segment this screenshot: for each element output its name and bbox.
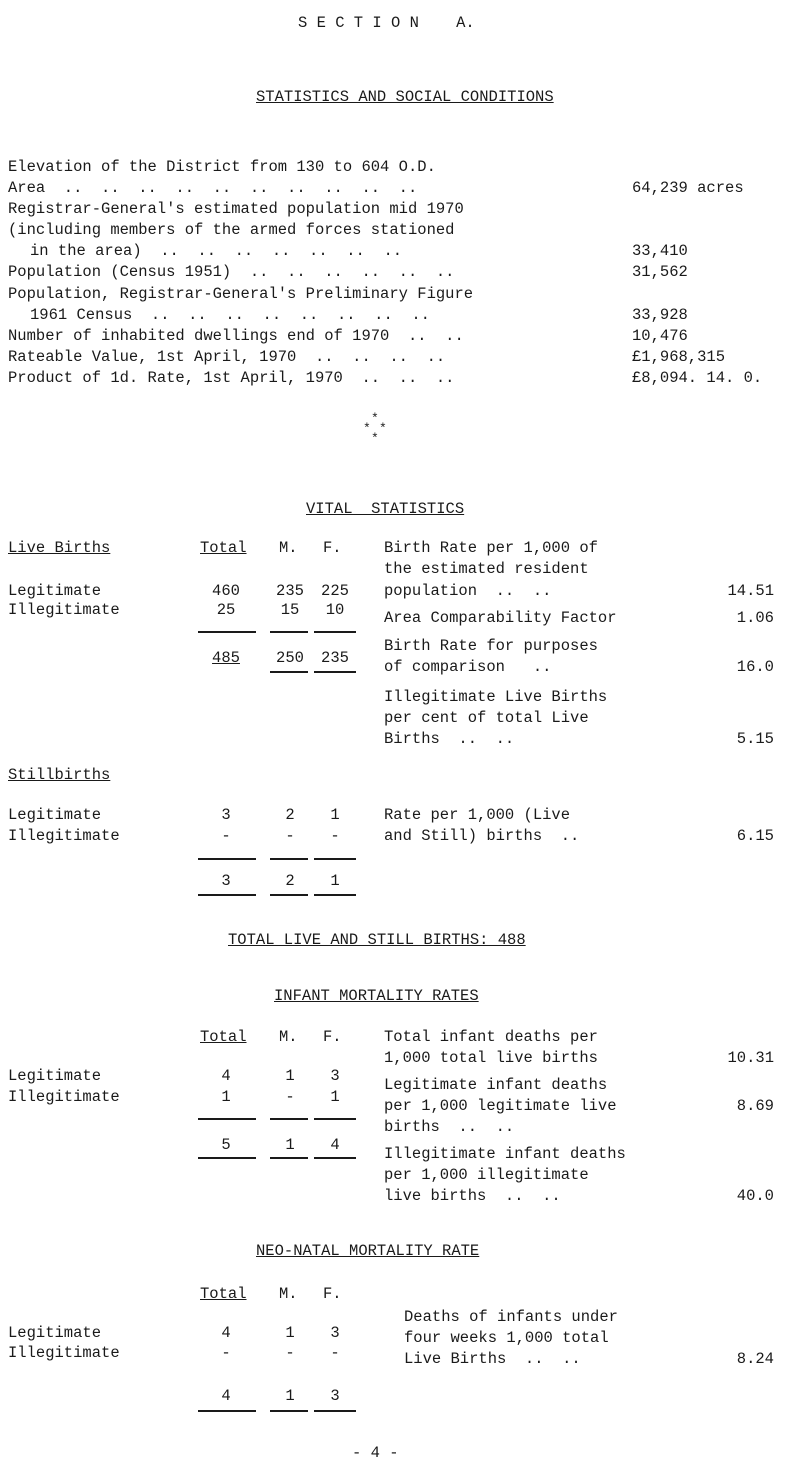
stillbirth-rate-label: Rate per 1,000 (Live	[384, 806, 571, 824]
live-births-f-underline	[314, 671, 356, 673]
illegitimate-percent-value: 5.15	[736, 730, 774, 748]
infant-rate-legitimate-label-2: per 1,000 legitimate live	[384, 1097, 617, 1115]
infant-legitimate-f: 3	[330, 1067, 340, 1085]
infant-rate-total-label-2: 1,000 total live births	[384, 1049, 598, 1067]
total-births-line: TOTAL LIVE AND STILL BIRTHS: 488	[228, 931, 526, 949]
comparison-birth-rate-value: 16.0	[736, 658, 774, 676]
stillbirths-legitimate-m: 2	[285, 806, 295, 824]
infant-legitimate-m: 1	[285, 1067, 295, 1085]
stillbirths-f-divider	[314, 858, 356, 860]
rate-product-label: Product of 1d. Rate, 1st April, 1970 .. .. ..	[8, 369, 455, 387]
live-births-total-divider	[198, 631, 256, 633]
comparison-birth-rate-label: Birth Rate for purposes	[384, 637, 598, 655]
stillbirths-total-divider	[198, 858, 256, 860]
page-number: - 4 -	[352, 1444, 399, 1462]
live-births-sum-m: 250	[276, 649, 304, 667]
estimated-population-label-3: in the area) .. .. .. .. .. .. ..	[30, 242, 403, 260]
census-1961-value: 33,928	[632, 306, 688, 324]
stillbirths-m-divider	[270, 858, 308, 860]
area-comparability-label: Area Comparability Factor	[384, 609, 617, 627]
illegitimate-percent-label: Illegitimate Live Births	[384, 688, 608, 706]
live-births-f-divider	[314, 631, 356, 633]
census-1951-label: Population (Census 1951) .. .. .. .. .. ..	[8, 263, 455, 281]
stillbirths-sum-total: 3	[221, 872, 231, 890]
infant-total-divider	[198, 1118, 256, 1120]
rateable-value-label: Rateable Value, 1st April, 1970 .. .. .. ..	[8, 348, 446, 366]
live-births-heading: Live Births	[8, 539, 111, 557]
live-births-sum-total: 485	[212, 649, 240, 667]
stillbirths-total-underline	[198, 894, 256, 896]
infant-sum-total: 5	[221, 1136, 231, 1154]
neonatal-illegitimate-f: -	[330, 1344, 340, 1362]
neonatal-sum-m: 1	[285, 1387, 295, 1405]
infant-illegitimate-m: -	[285, 1088, 295, 1106]
estimated-population-value: 33,410	[632, 242, 688, 260]
infant-total-underline	[198, 1157, 256, 1159]
neonatal-illegitimate-total: -	[221, 1344, 231, 1362]
infant-f-divider	[314, 1118, 356, 1120]
live-births-col-total: Total	[200, 539, 247, 557]
census-1961-label: Population, Registrar-General's Preliminary Figure	[8, 285, 474, 303]
live-births-illegitimate-total: 25	[216, 601, 236, 619]
neonatal-legitimate-m: 1	[285, 1324, 295, 1342]
live-births-m-underline	[270, 671, 308, 673]
infant-rate-illegitimate-label-3: live births .. ..	[384, 1187, 561, 1205]
infant-mortality-heading: INFANT MORTALITY RATES	[274, 987, 479, 1005]
infant-col-f: F.	[323, 1028, 342, 1046]
birth-rate-value: 14.51	[727, 582, 774, 600]
infant-rate-illegitimate-value: 40.0	[736, 1187, 774, 1205]
neonatal-sum-f: 3	[330, 1387, 340, 1405]
area-label: Area .. .. .. .. .. .. .. .. .. ..	[8, 179, 418, 197]
neonatal-f-underline	[314, 1410, 356, 1412]
neonatal-col-m: M.	[279, 1285, 298, 1303]
infant-legitimate-label: Legitimate	[8, 1067, 102, 1085]
neonatal-total-underline	[198, 1410, 256, 1412]
infant-rate-legitimate-label: Legitimate infant deaths	[384, 1076, 608, 1094]
infant-illegitimate-f: 1	[330, 1088, 340, 1106]
neonatal-col-total: Total	[200, 1285, 247, 1303]
infant-sum-m: 1	[285, 1136, 295, 1154]
rate-product-value: £8,094. 14. 0.	[632, 369, 763, 387]
asterisk-ornament-icon: * * * *	[363, 411, 387, 446]
live-births-m-divider	[270, 631, 308, 633]
neonatal-sum-total: 4	[221, 1387, 231, 1405]
neonatal-legitimate-label: Legitimate	[8, 1324, 102, 1342]
infant-col-m: M.	[279, 1028, 298, 1046]
live-births-legitimate-m: 235	[276, 582, 304, 600]
infant-rate-illegitimate-label-2: per 1,000 illegitimate	[384, 1166, 589, 1184]
live-births-col-f: F.	[323, 539, 342, 557]
live-births-sum-f: 235	[321, 649, 349, 667]
infant-col-total: Total	[200, 1028, 247, 1046]
infant-f-underline	[314, 1157, 356, 1159]
infant-legitimate-total: 4	[221, 1067, 231, 1085]
neonatal-rate-label: Deaths of infants under	[404, 1308, 618, 1326]
stillbirths-sum-m: 2	[285, 872, 295, 890]
dwellings-label: Number of inhabited dwellings end of 1970 .. ..	[8, 327, 464, 345]
live-births-illegitimate-label: Illegitimate	[8, 601, 120, 619]
stillbirths-legitimate-label: Legitimate	[8, 806, 102, 824]
neonatal-rate-label-2: four weeks 1,000 total	[404, 1329, 609, 1347]
area-value: 64,239 acres	[632, 179, 744, 197]
comparison-birth-rate-label-2: of comparison ..	[384, 658, 552, 676]
live-births-legitimate-total: 460	[212, 582, 240, 600]
infant-m-divider	[270, 1118, 308, 1120]
census-1951-value: 31,562	[632, 263, 688, 281]
live-births-illegitimate-m: 15	[280, 601, 300, 619]
neonatal-m-underline	[270, 1410, 308, 1412]
stillbirths-illegitimate-f: -	[330, 827, 340, 845]
stillbirths-heading: Stillbirths	[8, 766, 111, 784]
infant-rate-total-value: 10.31	[727, 1049, 774, 1067]
dwellings-value: 10,476	[632, 327, 688, 345]
birth-rate-label-3: population .. ..	[384, 582, 552, 600]
neonatal-illegitimate-m: -	[285, 1344, 295, 1362]
estimated-population-label-2: (including members of the armed forces stationed	[8, 221, 455, 239]
live-births-illegitimate-f: 10	[325, 601, 345, 619]
neonatal-legitimate-f: 3	[330, 1324, 340, 1342]
infant-m-underline	[270, 1157, 308, 1159]
birth-rate-label: Birth Rate per 1,000 of	[384, 539, 598, 557]
live-births-legitimate-f: 225	[321, 582, 349, 600]
infant-rate-illegitimate-label: Illegitimate infant deaths	[384, 1145, 626, 1163]
infant-rate-legitimate-label-3: births .. ..	[384, 1118, 515, 1136]
stillbirths-legitimate-total: 3	[221, 806, 231, 824]
neonatal-rate-label-3: Live Births .. ..	[404, 1350, 581, 1368]
neonatal-col-f: F.	[323, 1285, 342, 1303]
infant-rate-total-label: Total infant deaths per	[384, 1028, 598, 1046]
infant-rate-legitimate-value: 8.69	[736, 1097, 774, 1115]
infant-sum-f: 4	[330, 1136, 340, 1154]
stillbirths-f-underline	[314, 894, 356, 896]
infant-illegitimate-total: 1	[221, 1088, 231, 1106]
stillbirths-illegitimate-label: Illegitimate	[8, 827, 120, 845]
section-heading: S E C T I O N A.	[298, 14, 475, 32]
neonatal-illegitimate-label: Illegitimate	[8, 1344, 120, 1362]
birth-rate-label-2: the estimated resident	[384, 560, 589, 578]
infant-illegitimate-label: Illegitimate	[8, 1088, 120, 1106]
illegitimate-percent-label-3: Births .. ..	[384, 730, 515, 748]
live-births-col-m: M.	[279, 539, 298, 557]
live-births-legitimate-label: Legitimate	[8, 582, 102, 600]
illegitimate-percent-label-2: per cent of total Live	[384, 709, 589, 727]
neonatal-mortality-heading: NEO-NATAL MORTALITY RATE	[256, 1242, 480, 1260]
neonatal-rate-value: 8.24	[736, 1350, 774, 1368]
elevation-line: Elevation of the District from 130 to 604 O.D.	[8, 158, 436, 176]
vital-statistics-heading: VITAL STATISTICS	[306, 500, 465, 518]
neonatal-legitimate-total: 4	[221, 1324, 231, 1342]
stillbirths-illegitimate-m: -	[285, 827, 295, 845]
stillbirths-sum-f: 1	[330, 872, 340, 890]
rateable-value: £1,968,315	[632, 348, 726, 366]
stillbirths-m-underline	[270, 894, 308, 896]
estimated-population-label: Registrar-General's estimated population mid 1970	[8, 200, 464, 218]
page-title: STATISTICS AND SOCIAL CONDITIONS	[256, 88, 554, 106]
stillbirth-rate-value: 6.15	[736, 827, 774, 845]
stillbirth-rate-label-2: and Still) births ..	[384, 827, 580, 845]
area-comparability-value: 1.06	[736, 609, 774, 627]
stillbirths-illegitimate-total: -	[221, 827, 231, 845]
stillbirths-legitimate-f: 1	[330, 806, 340, 824]
census-1961-label-2: 1961 Census .. .. .. .. .. .. .. ..	[30, 306, 430, 324]
